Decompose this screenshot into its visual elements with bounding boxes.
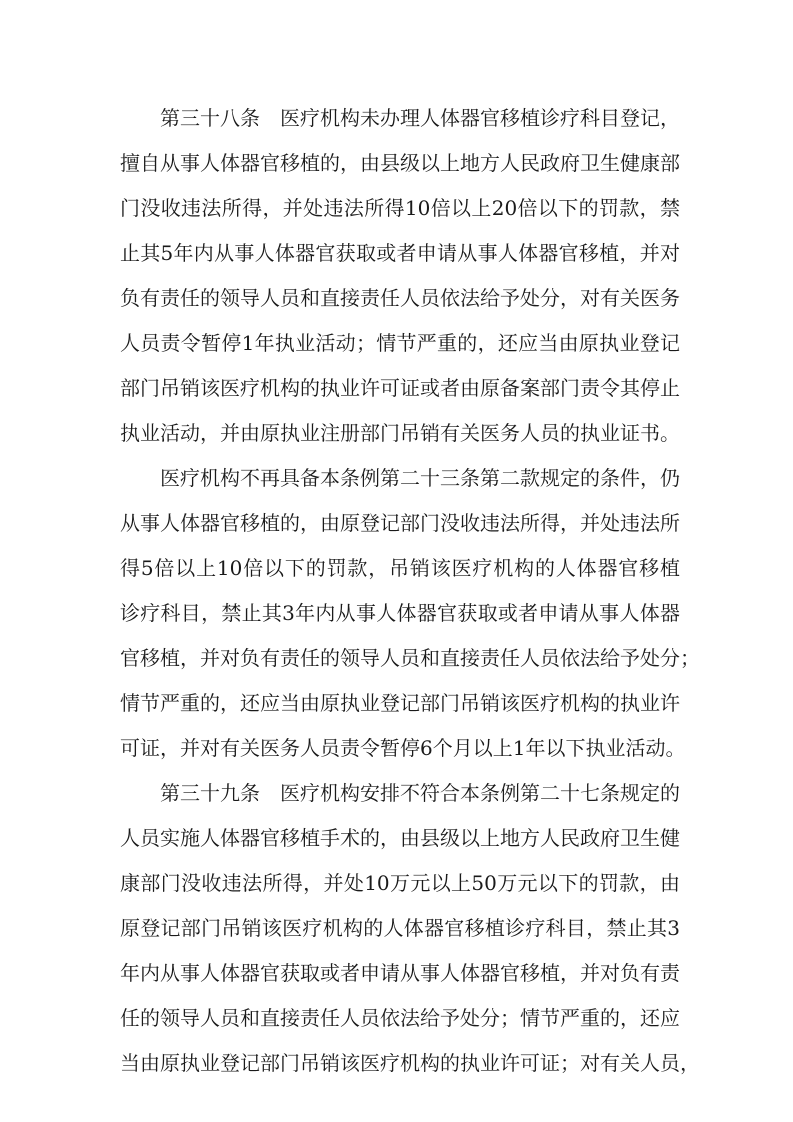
- paragraph-line: 第三十九条 医疗机构安排不符合本条例第二十七条规定的: [160, 781, 680, 805]
- paragraph-line: 原登记部门吊销该医疗机构的人体器官移植诊疗科目，禁止其3: [120, 916, 680, 940]
- paragraph-line: 擅自从事人体器官移植的，由县级以上地方人民政府卫生健康部: [120, 151, 680, 175]
- paragraph-line: 执业活动，并由原执业注册部门吊销有关医务人员的执业证书。: [120, 421, 680, 445]
- paragraph-line: 人员责令暂停1年执业活动；情节严重的，还应当由原执业登记: [120, 331, 680, 355]
- paragraph-line: 当由原执业登记部门吊销该医疗机构的执业许可证；对有关人员，: [120, 1051, 700, 1075]
- paragraph-line: 任的领导人员和直接责任人员依法给予处分；情节严重的，还应: [120, 1006, 680, 1030]
- paragraph-line: 年内从事人体器官获取或者申请从事人体器官移植，并对负有责: [120, 961, 680, 985]
- paragraph-line: 从事人体器官移植的，由原登记部门没收违法所得，并处违法所: [120, 511, 680, 535]
- paragraph-line: 止其5年内从事人体器官获取或者申请从事人体器官移植，并对: [120, 241, 680, 265]
- paragraph-line: 官移植，并对负有责任的领导人员和直接责任人员依法给予处分；: [120, 646, 700, 670]
- paragraph-line: 部门吊销该医疗机构的执业许可证或者由原备案部门责令其停止: [120, 376, 680, 400]
- paragraph-line: 门没收违法所得，并处违法所得10倍以上20倍以下的罚款，禁: [120, 196, 680, 220]
- paragraph-line: 可证，并对有关医务人员责令暂停6个月以上1年以下执业活动。: [120, 736, 686, 760]
- paragraph-line: 医疗机构不再具备本条例第二十三条第二款规定的条件，仍: [160, 466, 680, 490]
- paragraph-line: 得5倍以上10倍以下的罚款，吊销该医疗机构的人体器官移植: [120, 556, 680, 580]
- paragraph-line: 第三十八条 医疗机构未办理人体器官移植诊疗科目登记，: [160, 106, 680, 130]
- paragraph-line: 诊疗科目，禁止其3年内从事人体器官获取或者申请从事人体器: [120, 601, 680, 625]
- paragraph-line: 人员实施人体器官移植手术的，由县级以上地方人民政府卫生健: [120, 826, 680, 850]
- paragraph-line: 情节严重的，还应当由原执业登记部门吊销该医疗机构的执业许: [120, 691, 680, 715]
- paragraph-line: 康部门没收违法所得，并处10万元以上50万元以下的罚款，由: [120, 871, 680, 895]
- paragraph-line: 负有责任的领导人员和直接责任人员依法给予处分，对有关医务: [120, 286, 680, 310]
